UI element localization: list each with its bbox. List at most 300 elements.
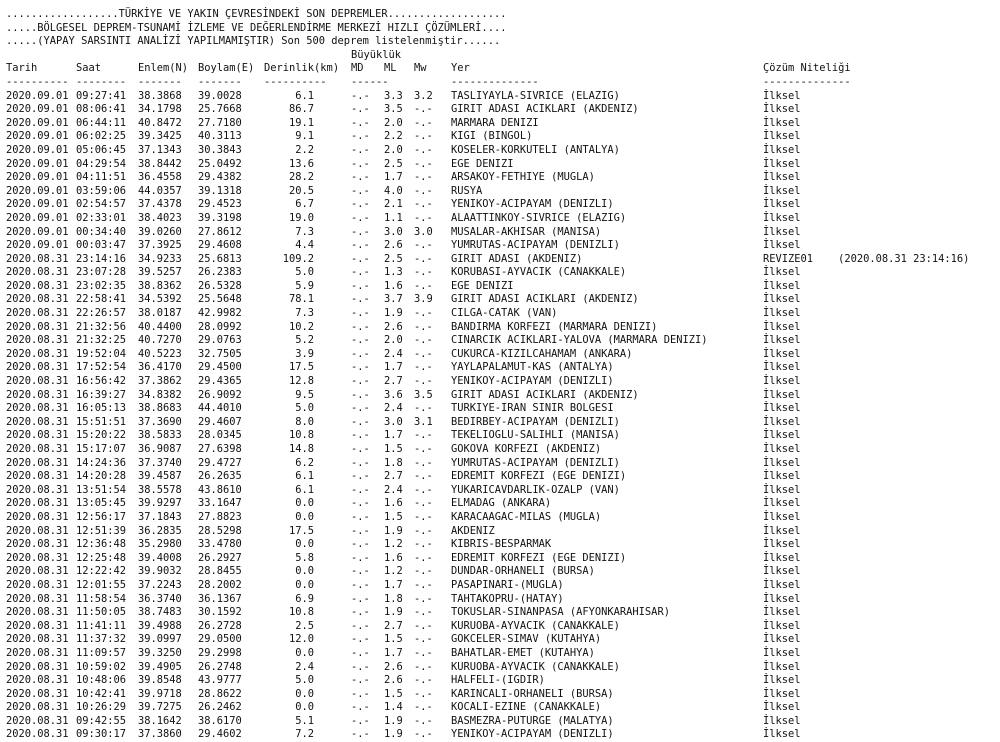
row-solution-quality: İlksel [763,687,801,700]
row-solution-quality: İlksel [763,578,801,591]
row-solution-quality: İlksel [763,320,801,333]
row-latitude: 37.3862 [138,375,182,388]
table-row [6,321,996,335]
row-md: -.- [351,538,370,551]
row-time: 15:20:22 [76,429,127,442]
row-date: 2020.09.01 [6,211,69,224]
row-location: KIBRIS-BESPARMAK [451,538,552,551]
row-date: 2020.08.31 [6,551,69,564]
row-mw: -.- [414,252,433,265]
row-ml: 2.1 [384,198,403,211]
row-mw: 3.2 [414,89,433,102]
row-ml: 2.5 [384,252,403,265]
row-md: -.- [351,130,370,143]
col-md-header: MD [351,62,364,75]
row-mw: -.- [414,497,433,510]
row-ml: 2.7 [384,619,403,632]
row-longitude: 30.3843 [198,143,242,156]
table-row [6,130,996,144]
row-ml: 2.6 [384,660,403,673]
row-longitude: 26.2383 [198,266,242,279]
row-longitude: 39.1318 [198,184,242,197]
row-latitude: 37.3690 [138,415,182,428]
row-time: 10:42:41 [76,687,127,700]
row-latitude: 39.4905 [138,660,182,673]
row-depth: 5.0 [295,674,314,687]
row-solution-quality: İlksel [763,402,801,415]
row-date: 2020.08.31 [6,674,69,687]
row-ml: 2.4 [384,483,403,496]
row-md: -.- [351,279,370,292]
row-latitude: 34.8382 [138,388,182,401]
row-date: 2020.09.01 [6,116,69,129]
header-line-3: .....(YAPAY SARSINTI ANALİZİ YAPILMAMIŞTIR) Son 500 deprem listelenmiştir...... [6,35,501,48]
row-ml: 2.6 [384,674,403,687]
row-time: 16:39:27 [76,388,127,401]
row-location: KARACAAGAC-MILAS (MUGLA) [451,510,602,523]
dash-time: -------- [76,75,127,88]
row-md: -.- [351,143,370,156]
row-location: CILGA-CATAK (VAN) [451,307,558,320]
row-md: -.- [351,252,370,265]
row-ml: 2.4 [384,402,403,415]
row-solution-quality: İlksel [763,701,801,714]
table-row [6,701,996,715]
row-location: BANDIRMA KORFEZI (MARMARA DENIZI) [451,320,658,333]
row-ml: 2.0 [384,143,403,156]
row-md: -.- [351,510,370,523]
row-solution-quality: İlksel [763,361,801,374]
row-longitude: 25.5648 [198,293,242,306]
row-time: 22:26:57 [76,307,127,320]
row-latitude: 38.0187 [138,307,182,320]
row-date: 2020.08.31 [6,687,69,700]
row-depth: 4.4 [295,239,314,252]
row-mw: 3.1 [414,415,433,428]
row-ml: 1.6 [384,551,403,564]
row-ml: 1.9 [384,606,403,619]
row-mw: -.- [414,402,433,415]
table-row [6,661,996,675]
table-row [6,307,996,321]
row-ml: 2.0 [384,116,403,129]
row-time: 11:41:11 [76,619,127,632]
row-depth: 10.2 [288,320,314,333]
row-location: TOKUSLAR-SINANPASA (AFYONKARAHISAR) [451,606,670,619]
row-md: -.- [351,266,370,279]
row-date: 2020.08.31 [6,361,69,374]
row-longitude: 27.6398 [198,443,242,455]
row-solution-quality: İlksel [763,524,801,537]
row-solution-quality: İlksel [763,103,801,116]
row-date: 2020.09.01 [6,130,69,143]
row-longitude: 40.3113 [198,130,242,143]
row-date: 2020.08.31 [6,619,69,632]
row-solution-quality: İlksel [763,619,801,632]
row-ml: 3.0 [384,225,403,238]
row-date: 2020.09.01 [6,157,69,170]
row-date: 2020.08.31 [6,701,69,714]
row-date: 2020.08.31 [6,565,69,578]
row-mw: -.- [414,347,433,360]
row-depth: 2.5 [295,619,314,632]
row-md: -.- [351,388,370,401]
row-solution-quality: İlksel [763,211,801,224]
row-latitude: 38.8442 [138,157,182,170]
row-ml: 1.2 [384,538,403,551]
row-md: -.- [351,198,370,211]
row-longitude: 26.2728 [198,619,242,632]
table-row [6,674,996,688]
header-line-1: ..................TÜRKİYE VE YAKIN ÇEVRESİNDEKİ SON DEPREMLER................... [6,8,507,20]
table-row [6,389,996,403]
row-md: -.- [351,470,370,483]
row-md: -.- [351,714,370,727]
row-ml: 1.8 [384,456,403,469]
row-location: PASAPINARI-(MUGLA) [451,578,564,591]
row-time: 04:29:54 [76,157,127,170]
row-mw: -.- [414,510,433,523]
row-latitude: 39.9718 [138,687,182,700]
row-depth: 6.2 [295,456,314,469]
table-row [6,334,996,348]
table-row [6,552,996,566]
row-time: 11:58:54 [76,592,127,605]
row-longitude: 25.6813 [198,252,242,265]
row-location: ARSAKOY-FETHIYE (MUGLA) [451,171,595,184]
row-depth: 19.1 [288,116,314,129]
row-ml: 1.7 [384,578,403,591]
row-time: 04:11:51 [76,171,127,184]
row-ml: 2.5 [384,157,403,170]
row-latitude: 36.4170 [138,361,182,374]
row-depth: 5.1 [295,714,314,727]
row-time: 23:02:35 [76,279,127,292]
row-location: GOKCELER-SIMAV (KUTAHYA) [451,633,602,646]
table-row [6,497,996,511]
col-ml-header: ML [384,62,397,75]
row-md: -.- [351,443,370,455]
row-longitude: 27.8823 [198,510,242,523]
row-solution-quality: İlksel [763,483,801,496]
row-md: -.- [351,619,370,632]
row-longitude: 30.1592 [198,606,242,619]
row-ml: 3.3 [384,89,403,102]
row-time: 12:25:48 [76,551,127,564]
row-time: 22:58:41 [76,293,127,306]
table-row [6,185,996,199]
row-longitude: 26.5328 [198,279,242,292]
row-md: -.- [351,483,370,496]
row-time: 21:32:56 [76,320,127,333]
row-solution-quality: REVIZE01 (2020.08.31 23:14:16) [763,252,970,265]
row-location: HALFELI-(IGDIR) [451,674,545,687]
row-ml: 1.7 [384,429,403,442]
table-row [6,728,996,742]
row-depth: 86.7 [288,103,314,116]
row-ml: 2.4 [384,347,403,360]
row-latitude: 39.5257 [138,266,182,279]
row-depth: 0.0 [295,578,314,591]
row-latitude: 38.1642 [138,714,182,727]
row-longitude: 26.2635 [198,470,242,483]
row-time: 00:03:47 [76,239,127,252]
row-latitude: 36.9087 [138,443,182,455]
row-time: 13:51:54 [76,483,127,496]
row-location: GIRIT ADASI (AKDENIZ) [451,252,583,265]
row-latitude: 39.7275 [138,701,182,714]
row-solution-quality: İlksel [763,347,801,360]
row-location: MARMARA DENIZI [451,116,539,129]
row-date: 2020.08.31 [6,429,69,442]
row-date: 2020.08.31 [6,470,69,483]
row-mw: -.- [414,456,433,469]
row-longitude: 38.6170 [198,714,242,727]
row-location: TURKIYE-IRAN SINIR BOLGESI [451,402,614,415]
row-date: 2020.08.31 [6,483,69,496]
row-depth: 9.5 [295,388,314,401]
row-longitude: 43.8610 [198,483,242,496]
row-ml: 3.0 [384,415,403,428]
row-latitude: 36.4558 [138,171,182,184]
row-location: TASLIYAYLA-SIVRICE (ELAZIG) [451,89,620,102]
row-date: 2020.08.31 [6,660,69,673]
row-location: YUKARICAVDARLIK-OZALP (VAN) [451,483,620,496]
row-latitude: 40.7270 [138,334,182,347]
row-md: -.- [351,415,370,428]
table-row [6,171,996,185]
row-location: EGE DENIZI [451,279,514,292]
row-longitude: 44.4010 [198,402,242,415]
row-ml: 2.7 [384,375,403,388]
row-location: EDREMIT KORFEZI (EGE DENIZI) [451,551,627,564]
row-time: 05:06:45 [76,143,127,156]
row-latitude: 37.4378 [138,198,182,211]
row-mw: -.- [414,375,433,388]
row-time: 23:14:16 [76,252,127,265]
row-solution-quality: İlksel [763,443,801,455]
row-location: YAYLAPALAMUT-KAS (ANTALYA) [451,361,614,374]
row-time: 12:51:39 [76,524,127,537]
row-depth: 5.8 [295,551,314,564]
row-date: 2020.09.01 [6,143,69,156]
row-solution-quality: İlksel [763,89,801,102]
row-depth: 6.1 [295,470,314,483]
row-date: 2020.09.01 [6,225,69,238]
table-row [6,280,996,294]
col-mw-header: Mw [414,62,427,75]
row-latitude: 38.8362 [138,279,182,292]
row-md: -.- [351,293,370,306]
row-depth: 0.0 [295,510,314,523]
row-mw: -.- [414,619,433,632]
row-time: 10:48:06 [76,674,127,687]
row-time: 15:17:07 [76,443,127,455]
row-time: 23:07:28 [76,266,127,279]
dash-lat: ------- [138,75,182,88]
row-time: 02:54:57 [76,198,127,211]
row-md: -.- [351,674,370,687]
row-md: -.- [351,157,370,170]
row-location: GIRIT ADASI ACIKLARI (AKDENIZ) [451,103,639,116]
row-solution-quality: İlksel [763,307,801,320]
row-ml: 1.7 [384,171,403,184]
column-header-row [6,62,996,76]
row-latitude: 39.4587 [138,470,182,483]
table-row [6,620,996,634]
row-date: 2020.08.31 [6,307,69,320]
row-ml: 1.3 [384,266,403,279]
table-row [6,158,996,172]
row-ml: 1.8 [384,592,403,605]
table-row [6,457,996,471]
row-mw: 3.0 [414,225,433,238]
row-latitude: 38.5833 [138,429,182,442]
row-time: 10:59:02 [76,660,127,673]
row-depth: 13.6 [288,157,314,170]
row-latitude: 34.9233 [138,252,182,265]
row-date: 2020.08.31 [6,443,69,455]
row-location: MUSALAR-AKHISAR (MANISA) [451,225,602,238]
row-ml: 1.5 [384,443,403,455]
row-mw: -.- [414,198,433,211]
table-row [6,429,996,443]
row-longitude: 28.8622 [198,687,242,700]
row-location: RUSYA [451,184,483,197]
row-longitude: 29.4523 [198,198,242,211]
row-depth: 5.0 [295,266,314,279]
table-row [6,688,996,702]
row-time: 12:22:42 [76,565,127,578]
row-latitude: 37.3925 [138,239,182,252]
row-longitude: 28.0345 [198,429,242,442]
row-depth: 0.0 [295,701,314,714]
row-depth: 8.0 [295,415,314,428]
row-date: 2020.08.31 [6,633,69,646]
row-md: -.- [351,701,370,714]
row-latitude: 38.4023 [138,211,182,224]
row-date: 2020.08.31 [6,524,69,537]
row-longitude: 29.4607 [198,415,242,428]
dash-quality: -------------- [763,75,851,88]
row-location: YUMRUTAS-ACIPAYAM (DENIZLI) [451,456,620,469]
row-time: 12:56:17 [76,510,127,523]
row-longitude: 36.1367 [198,592,242,605]
row-location: BEDIRBEY-ACIPAYAM (DENIZLI) [451,415,620,428]
row-time: 08:06:41 [76,103,127,116]
row-ml: 1.7 [384,646,403,659]
row-date: 2020.08.31 [6,293,69,306]
row-solution-quality: İlksel [763,184,801,197]
row-date: 2020.09.01 [6,198,69,211]
row-mw: -.- [414,701,433,714]
row-time: 00:34:40 [76,225,127,238]
magnitude-label: Büyüklük [351,48,402,61]
row-date: 2020.08.31 [6,279,69,292]
row-date: 2020.09.01 [6,89,69,102]
row-solution-quality: İlksel [763,388,801,401]
row-time: 16:05:13 [76,402,127,415]
row-longitude: 26.2748 [198,660,242,673]
table-row [6,633,996,647]
row-date: 2020.08.31 [6,714,69,727]
row-depth: 14.8 [288,443,314,455]
row-depth: 78.1 [288,293,314,306]
row-depth: 0.0 [295,687,314,700]
row-md: -.- [351,103,370,116]
row-ml: 1.6 [384,279,403,292]
row-latitude: 39.9297 [138,497,182,510]
row-location: YENIKOY-ACIPAYAM (DENIZLI) [451,198,614,211]
row-date: 2020.08.31 [6,320,69,333]
row-depth: 9.1 [295,130,314,143]
row-md: -.- [351,307,370,320]
row-solution-quality: İlksel [763,429,801,442]
row-ml: 2.2 [384,130,403,143]
row-location: BASMEZRA-PUTURGE (MALATYA) [451,714,614,727]
row-time: 21:32:25 [76,334,127,347]
row-depth: 28.2 [288,171,314,184]
row-mw: -.- [414,103,433,116]
row-location: CUKURCA-KIZILCAHAMAM (ANKARA) [451,347,633,360]
row-ml: 1.6 [384,497,403,510]
row-location: KURUOBA-AYVACIK (CANAKKALE) [451,660,620,673]
row-depth: 5.9 [295,279,314,292]
row-mw: -.- [414,157,433,170]
row-solution-quality: İlksel [763,116,801,129]
row-time: 13:05:45 [76,497,127,510]
row-mw: -.- [414,266,433,279]
table-row [6,212,996,226]
row-mw: -.- [414,470,433,483]
col-depth-header: Derinlik(km) [264,62,340,75]
row-ml: 1.5 [384,633,403,646]
row-md: -.- [351,646,370,659]
row-time: 09:30:17 [76,728,127,741]
dash-date: ---------- [6,75,69,88]
row-ml: 4.0 [384,184,403,197]
table-row [6,117,996,131]
row-depth: 17.5 [288,361,314,374]
row-md: -.- [351,524,370,537]
row-md: -.- [351,334,370,347]
row-mw: -.- [414,361,433,374]
dash-separator-row [6,76,996,90]
row-mw: -.- [414,211,433,224]
col-date-header: Tarih [6,62,38,75]
row-mw: 3.9 [414,293,433,306]
row-latitude: 39.0260 [138,225,182,238]
table-row [6,715,996,729]
row-latitude: 38.3868 [138,89,182,102]
row-location: GIRIT ADASI ACIKLARI (AKDENIZ) [451,293,639,306]
row-location: ELMADAG (ANKARA) [451,497,552,510]
row-md: -.- [351,565,370,578]
table-row [6,361,996,375]
row-date: 2020.09.01 [6,184,69,197]
col-lon-header: Boylam(E) [198,62,255,75]
row-solution-quality: İlksel [763,157,801,170]
row-depth: 0.0 [295,538,314,551]
row-solution-quality: İlksel [763,334,801,347]
row-solution-quality: İlksel [763,633,801,646]
row-mw: -.- [414,633,433,646]
row-longitude: 33.1647 [198,497,242,510]
row-location: EDREMIT KORFEZI (EGE DENIZI) [451,470,627,483]
row-ml: 2.6 [384,239,403,252]
table-row [6,470,996,484]
row-depth: 6.7 [295,198,314,211]
